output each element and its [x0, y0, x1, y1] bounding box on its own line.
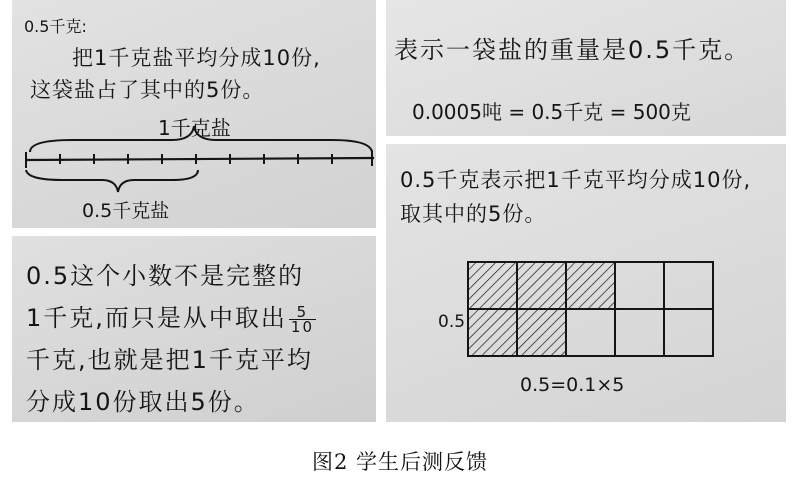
fraction-text-line-1: 0.5这个小数不是完整的	[26, 262, 305, 290]
whole-brace-label: 1千克盐	[158, 116, 231, 140]
half-brace-label: 0.5千克盐	[82, 200, 170, 222]
grid-meaning-line-1: 0.5千克表示把1千克平均分成10份,	[400, 168, 752, 192]
fraction	[289, 302, 316, 336]
fraction-denominator: 10	[290, 317, 314, 336]
explanation-line-1: 把1千克盐平均分成10份,	[72, 46, 321, 70]
grid-cell-shaded	[468, 309, 517, 356]
grid-cell-empty	[615, 309, 664, 356]
half-brace	[26, 170, 198, 192]
meaning-line: 表示一袋盐的重量是0.5千克。	[394, 36, 751, 64]
photo-panel-meaning-statement	[386, 0, 786, 136]
explanation-line-2: 这袋盐占了其中的5份。	[30, 78, 265, 102]
grid-equation: 0.5=0.1×5	[520, 374, 625, 396]
grid-cell-empty	[664, 309, 713, 356]
photo-panel-unit-conversion-line	[12, 0, 376, 228]
conversion-line: 0.0005吨 = 0.5千克 = 500克	[412, 100, 691, 124]
grid-meaning-line-2: 取其中的5份。	[400, 202, 547, 226]
grid-cell-shaded	[517, 262, 566, 309]
photo-panel-grid-model	[386, 144, 786, 422]
grid-cell-shaded	[468, 262, 517, 309]
figure-caption: 图2 学生后测反馈	[311, 450, 489, 474]
photo-panel-fraction-explanation	[12, 236, 376, 422]
grid-cell-empty	[566, 309, 615, 356]
panel-heading: 0.5千克:	[24, 17, 87, 36]
fraction-text-line-2	[26, 298, 316, 334]
grid-cell-shaded	[517, 309, 566, 356]
grid-cell-shaded	[566, 262, 615, 309]
grid-cell-empty	[615, 262, 664, 309]
fraction-numerator: 5	[289, 305, 316, 320]
fraction-text-line-3: 千克,也就是把1千克平均	[26, 346, 313, 374]
fraction-text-line-4: 分成10份取出5份。	[26, 388, 260, 416]
grid-cell-empty	[664, 262, 713, 309]
grid-cells	[468, 262, 713, 356]
fraction-text-line-2-words: 1千克,而只是从中取出	[26, 304, 287, 332]
grid-side-label: 0.5	[438, 312, 466, 332]
number-line	[26, 158, 374, 160]
